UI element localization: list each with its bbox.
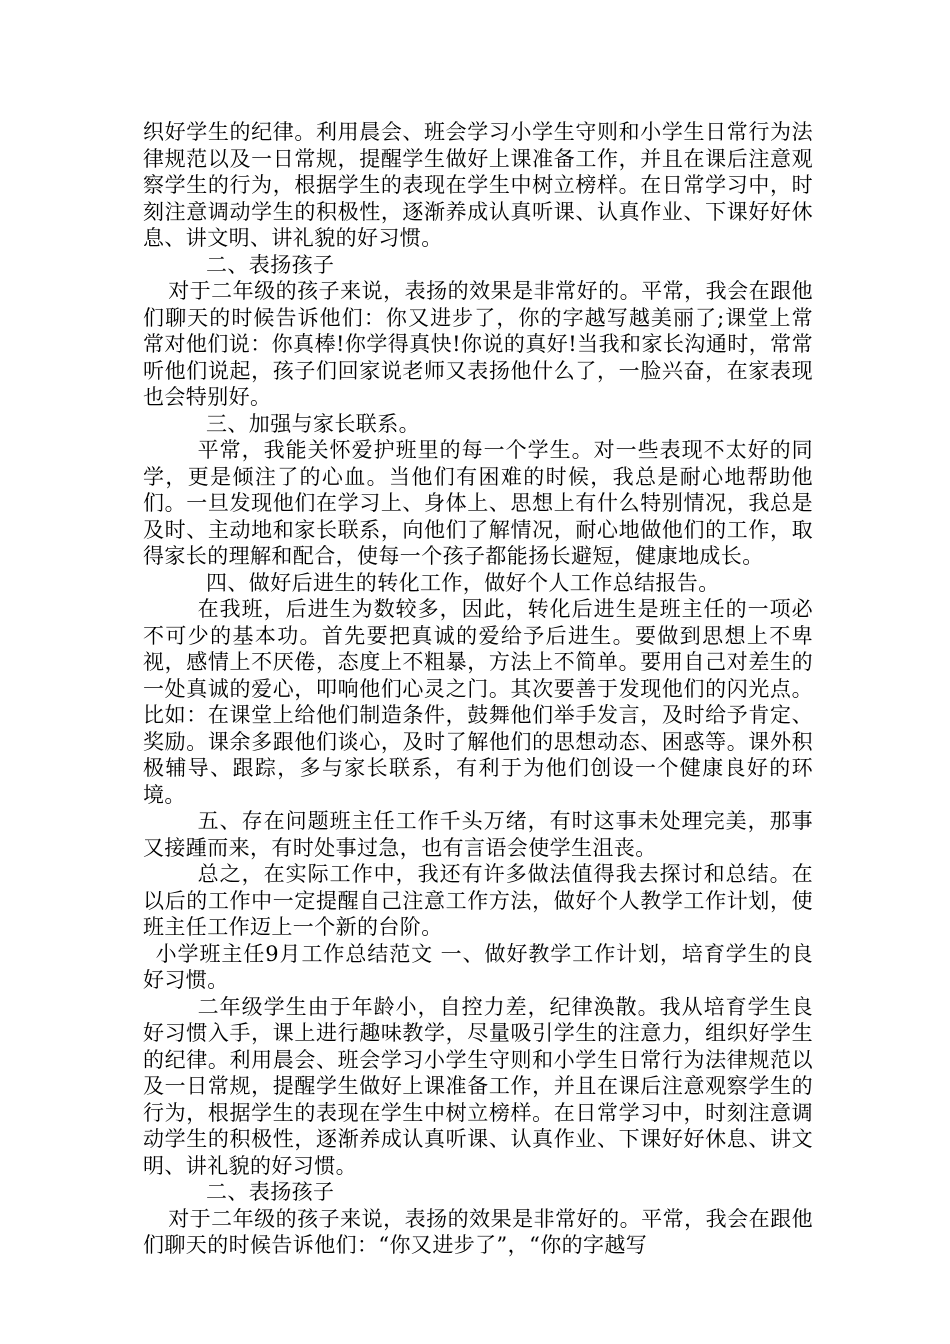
paragraph-habits: 二年级学生由于年龄小，自控力差，纪律涣散。我从培育学生良好习惯入手，课上进行趣味教学，尽量吸引学生的注意力，组织好学生的纪律。利用晨会、班会学习小学生守则和小学生日常行为法律规范以及一日常规，提醒学生做好上课准备工作，并且在课后注意观察学生的行为，根据学生的表现在学生中树立榜样。在日常学习中，时刻注意调动学生的积极性，逐渐养成认真听课、认真作业、下课好好休息、讲文明、讲礼貌的好习惯。 (143, 994, 813, 1178)
document-body (143, 119, 813, 1259)
heading-praise-children: 二、表扬孩子 (206, 252, 335, 277)
paragraph-praise-2: 对于二年级的孩子来说，表扬的效果是非常好的。平常，我会在跟他们聊天的时候告诉他们：“你又进步了”，“你的字越写 (143, 1206, 813, 1257)
paragraph-problems: 五、存在问题班主任工作千头万绪，有时这事未处理完美，那事又接踵而来，有时处事过急，也有言语会使学生沮丧。 (143, 809, 813, 860)
heading-september-summary: 小学班主任9月工作总结范文 一、做好教学工作计划，培育学生的良好习惯。 (143, 941, 813, 992)
heading-underachievers: 四、做好后进生的转化工作，做好个人工作总结报告。 (206, 570, 720, 595)
heading-praise-children-2: 二、表扬孩子 (206, 1180, 335, 1204)
paragraph-parent-contact: 平常，我能关怀爱护班里的每一个学生。对一些表现不太好的同学，更是倾注了的心血。当他们有困难的时候，我总是耐心地帮助他们。一旦发现他们在学习上、身体上、思想上有什么特别情况，我总是及时、主动地和家长联系，向他们了解情况，耐心地做他们的工作，取得家长的理解和配合，使每一个孩子都能扬长避短，健康地成长。 (143, 438, 813, 568)
paragraph-summary: 总之，在实际工作中，我还有许多做法值得我去探讨和总结。在以后的工作中一定提醒自己注意工作方法，做好个人教学工作计划，使班主任工作迈上一个新的台阶。 (143, 862, 813, 939)
heading-parent-contact: 三、加强与家长联系。 (206, 411, 420, 436)
paragraph-underachievers: 在我班，后进生为数较多，因此，转化后进生是班主任的一项必不可少的基本功。首先要把真诚的爱给予后进生。要做到思想上不卑视，感情上不厌倦，态度上不粗暴，方法上不简单。要用自己对差生的一处真诚的爱心，叩响他们心灵之门。其次要善于发现他们的闪光点。比如：在课堂上给他们制造条件，鼓舞他们举手发言，及时给予肯定、奖励。课余多跟他们谈心，及时了解他们的思想动态、困惑等。课外积极辅导、跟踪，多与家长联系，有利于为他们创设一个健康良好的环境。 (143, 597, 813, 807)
paragraph-praise: 对于二年级的孩子来说，表扬的效果是非常好的。平常，我会在跟他们聊天的时候告诉他们：你又进步了，你的字越写越美丽了;课堂上常常对他们说：你真棒!你学得真快!你说的真好!当我和家长沟通时，常常听他们说起，孩子们回家说老师又表扬他什么了，一脸兴奋，在家表现也会特别好。 (143, 279, 813, 409)
paragraph-continued-discipline: 织好学生的纪律。利用晨会、班会学习小学生守则和小学生日常行为法律规范以及一日常规，提醒学生做好上课准备工作，并且在课后注意观察学生的行为，根据学生的表现在学生中树立榜样。在日常学习中，时刻注意调动学生的积极性，逐渐养成认真听课、认真作业、下课好好休息、讲文明、讲礼貌的好习惯。 (143, 120, 813, 250)
